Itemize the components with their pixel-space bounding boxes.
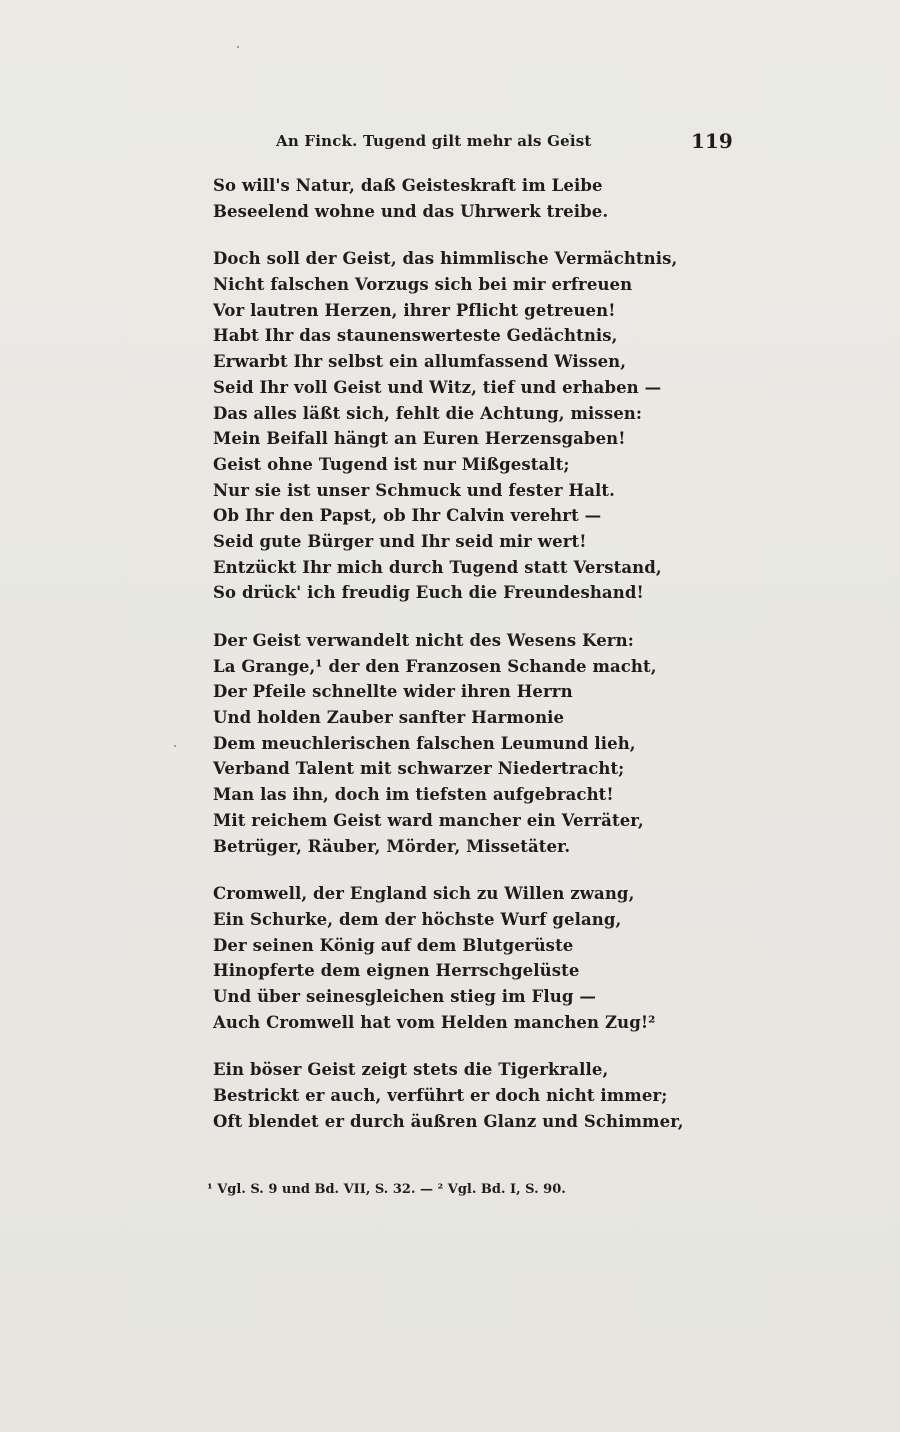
verse-line: Habt Ihr das staunenswerteste Gedächtnis, bbox=[213, 326, 618, 346]
verse-line: So will's Natur, daß Geisteskraft im Leibe bbox=[213, 176, 603, 195]
footnote: ¹ Vgl. S. 9 und Bd. VII, S. 32. — ² Vgl. Bd. I, S. 90. bbox=[207, 1182, 566, 1197]
verse-line: Oft blendet er durch äußren Glanz und Schimmer, bbox=[213, 1111, 684, 1131]
verse-line: Bestrickt er auch, verführt er doch nicht immer; bbox=[213, 1086, 668, 1105]
verse-line: Nur sie ist unser Schmuck und fester Halt. bbox=[213, 480, 615, 500]
page-number: 119 bbox=[691, 129, 733, 153]
verse-line: La Grange,¹ der den Franzosen Schande macht, bbox=[213, 656, 657, 676]
poem bbox=[213, 173, 684, 1156]
verse-line: Beseelend wohne und das Uhrwerk treibe. bbox=[213, 201, 609, 221]
verse-line: Hinopferte dem eignen Herrschgelüste bbox=[213, 961, 580, 981]
verse-line: So drück' ich freudig Euch die Freundeshand! bbox=[213, 583, 644, 603]
verse-line: Mein Beifall hängt an Euren Herzensgaben! bbox=[213, 429, 626, 449]
verse-line: Und holden Zauber sanfter Harmonie bbox=[213, 708, 565, 728]
verse-line: Erwarbt Ihr selbst ein allumfassend Wissen, bbox=[213, 352, 627, 372]
verse-line: Der Pfeile schnellte wider ihren Herrn bbox=[213, 682, 573, 702]
stanza bbox=[213, 881, 656, 1035]
stanza bbox=[213, 246, 678, 606]
verse-line: Nicht falschen Vorzugs sich bei mir erfreuen bbox=[213, 275, 633, 295]
verse-line: Doch soll der Geist, das himmlische Vermächtnis, bbox=[213, 249, 678, 269]
verse-line: Auch Cromwell hat vom Helden manchen Zug!² bbox=[213, 1012, 656, 1032]
verse-line: Das alles läßt sich, fehlt die Achtung, missen: bbox=[213, 403, 643, 423]
stanza bbox=[213, 628, 657, 859]
verse-line: Ob Ihr den Papst, ob Ihr Calvin verehrt — bbox=[213, 506, 602, 526]
verse-line: Entzückt Ihr mich durch Tugend statt Verstand, bbox=[213, 557, 662, 577]
print-speck bbox=[237, 46, 239, 48]
running-title: An Finck. Tugend gilt mehr als Geist bbox=[276, 132, 592, 150]
verse-line: Man las ihn, doch im tiefsten aufgebracht! bbox=[213, 785, 614, 805]
verse-line: Der seinen König auf dem Blutgerüste bbox=[213, 935, 574, 955]
verse-line: Seid Ihr voll Geist und Witz, tief und erhaben — bbox=[213, 377, 662, 397]
stanza bbox=[213, 1057, 684, 1134]
print-speck bbox=[174, 745, 176, 747]
verse-line: Verband Talent mit schwarzer Niedertracht; bbox=[213, 759, 625, 779]
verse-line: Dem meuchlerischen falschen Leumund lieh, bbox=[213, 733, 636, 753]
verse-line: Und über seinesgleichen stieg im Flug — bbox=[213, 986, 596, 1006]
stanza bbox=[213, 173, 633, 224]
verse-line: Cromwell, der England sich zu Willen zwang, bbox=[213, 884, 635, 904]
verse-line: Vor lautren Herzen, ihrer Pflicht getreuen! bbox=[213, 300, 616, 320]
verse-line: Mit reichem Geist ward mancher ein Verräter, bbox=[213, 810, 644, 830]
verse-line: Der Geist verwandelt nicht des Wesens Kern: bbox=[213, 631, 634, 650]
verse-line: Ein Schurke, dem der höchste Wurf gelang, bbox=[213, 909, 622, 929]
verse-line: Geist ohne Tugend ist nur Mißgestalt; bbox=[213, 454, 570, 474]
verse-line: Betrüger, Räuber, Mörder, Missetäter. bbox=[213, 836, 571, 856]
verse-line: Seid gute Bürger und Ihr seid mir wert! bbox=[213, 531, 587, 551]
verse-line: Ein böser Geist zeigt stets die Tigerkralle, bbox=[213, 1060, 609, 1080]
